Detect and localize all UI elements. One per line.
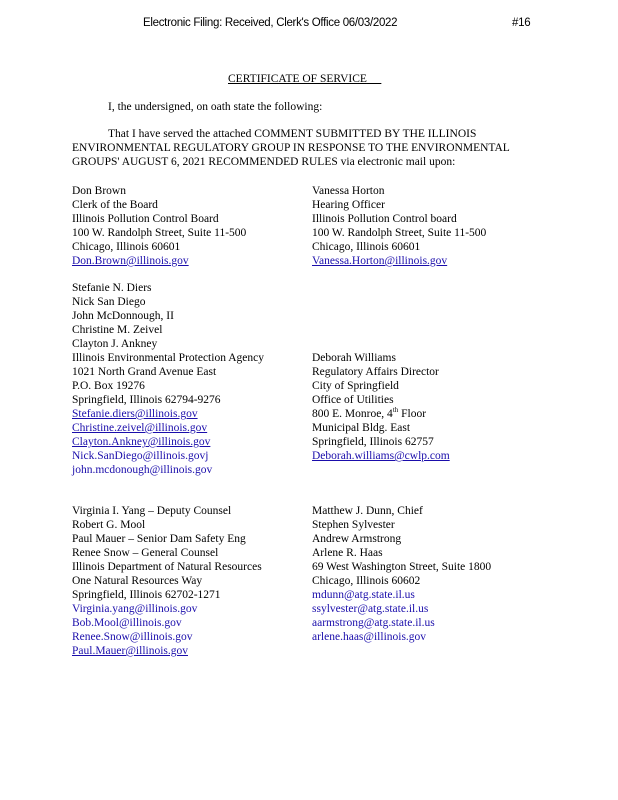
address-line: Illinois Pollution Control Board <box>72 213 219 225</box>
address-line: Illinois Department of Natural Resources <box>72 561 262 573</box>
address-line: Stephen Sylvester <box>312 519 395 531</box>
address-line: Vanessa Horton <box>312 185 385 197</box>
email-link[interactable]: Clayton.Ankney@illinois.gov <box>72 436 211 448</box>
email-link[interactable]: Deborah.williams@cwlp.com <box>312 450 450 462</box>
address-line: Office of Utilities <box>312 394 394 406</box>
address-line: Chicago, Illinois 60601 <box>312 241 421 253</box>
address-line: Springfield, Illinois 62757 <box>312 436 434 448</box>
address-line: Don Brown <box>72 185 126 197</box>
address-line: Clayton J. Ankney <box>72 338 158 350</box>
address-line: Nick San Diego <box>72 296 146 308</box>
address-line: Springfield, Illinois 62702-1271 <box>72 589 221 601</box>
email-text[interactable]: Bob.Mool@illinois.gov <box>72 617 182 629</box>
email-text[interactable]: aarmstrong@atg.state.il.us <box>312 617 435 629</box>
address-line: Illinois Environmental Protection Agency <box>72 352 264 364</box>
address-line: Springfield, Illinois 62794-9276 <box>72 394 221 406</box>
recipient-springfield <box>312 351 450 463</box>
email-text[interactable]: Renee.Snow@illinois.gov <box>72 631 193 643</box>
address-line: City of Springfield <box>312 380 399 392</box>
recipient-iepa <box>72 281 264 477</box>
email-link[interactable]: Christine.zeivel@illinois.gov <box>72 422 208 434</box>
address-line: 100 W. Randolph Street, Suite 11-500 <box>72 227 247 239</box>
email-text[interactable]: ssylvester@atg.state.il.us <box>312 603 429 615</box>
page-number: #16 <box>512 17 531 29</box>
address-line: Matthew J. Dunn, Chief <box>312 505 423 517</box>
address-line: One Natural Resources Way <box>72 575 203 587</box>
address-line: Chicago, Illinois 60602 <box>312 575 421 587</box>
address-line: Hearing Officer <box>312 199 385 211</box>
address-line: Christine M. Zeivel <box>72 324 163 336</box>
address-line: Stefanie N. Diers <box>72 282 152 294</box>
address-line: Municipal Bldg. East <box>312 422 411 434</box>
address-line: Robert G. Mool <box>72 519 146 531</box>
email-text[interactable]: Nick.SanDiego@illinois.govj <box>72 450 209 462</box>
address-line: 1021 North Grand Avenue East <box>72 366 217 378</box>
recipient-idnr <box>72 504 262 658</box>
recipient-attorney-general <box>312 504 491 644</box>
address-line: Renee Snow – General Counsel <box>72 547 219 559</box>
address-line: 69 West Washington Street, Suite 1800 <box>312 561 492 573</box>
address-line: Deborah Williams <box>312 352 396 364</box>
address-line: Chicago, Illinois 60601 <box>72 241 181 253</box>
email-link[interactable]: Don.Brown@illinois.gov <box>72 255 189 267</box>
address-line: Clerk of the Board <box>72 199 158 211</box>
address-line: Illinois Pollution Control board <box>312 213 457 225</box>
address-line: P.O. Box 19276 <box>72 380 145 392</box>
address-line: 800 E. Monroe, 4th Floor <box>312 406 427 420</box>
oath-intro: I, the undersigned, on oath state the following: <box>108 101 323 113</box>
email-link[interactable]: Stefanie.diers@illinois.gov <box>72 408 198 420</box>
address-line: 100 W. Randolph Street, Suite 11-500 <box>312 227 487 239</box>
address-line: Paul Mauer – Senior Dam Safety Eng <box>72 533 246 545</box>
address-line: Andrew Armstrong <box>312 533 402 545</box>
address-line: Arlene R. Haas <box>312 547 383 559</box>
email-text[interactable]: mdunn@atg.state.il.us <box>312 589 415 601</box>
address-line: Virginia I. Yang – Deputy Counsel <box>72 505 232 517</box>
email-text[interactable]: john.mcdonough@illinois.gov <box>72 464 213 476</box>
recipient-vanessa-horton <box>312 184 486 268</box>
filing-stamp: Electronic Filing: Received, Clerk's Office 06/03/2022 <box>143 17 398 29</box>
email-link[interactable]: Vanessa.Horton@illinois.gov <box>312 255 448 267</box>
recipient-don-brown <box>72 184 246 268</box>
email-text[interactable]: Virginia.yang@illinois.gov <box>72 603 198 615</box>
email-link[interactable]: Paul.Mauer@illinois.gov <box>72 645 188 657</box>
address-line: John McDonnough, II <box>72 310 174 322</box>
filing-header <box>0 17 618 33</box>
email-text[interactable]: arlene.haas@illinois.gov <box>312 631 427 643</box>
service-statement: That I have served the attached COMMENT SUBMITTED BY THE ILLINOIS ENVIRONMENTAL REGULATORY GROUP IN RESPONSE TO THE ENVIRONMENTAL GROUPS' AUGUST 6, 2021 RECOMMENDED RULES via electronic mail upon: <box>72 128 510 168</box>
address-line: Regulatory Affairs Director <box>312 366 439 378</box>
document-title: CERTIFICATE OF SERVICE <box>228 73 367 85</box>
